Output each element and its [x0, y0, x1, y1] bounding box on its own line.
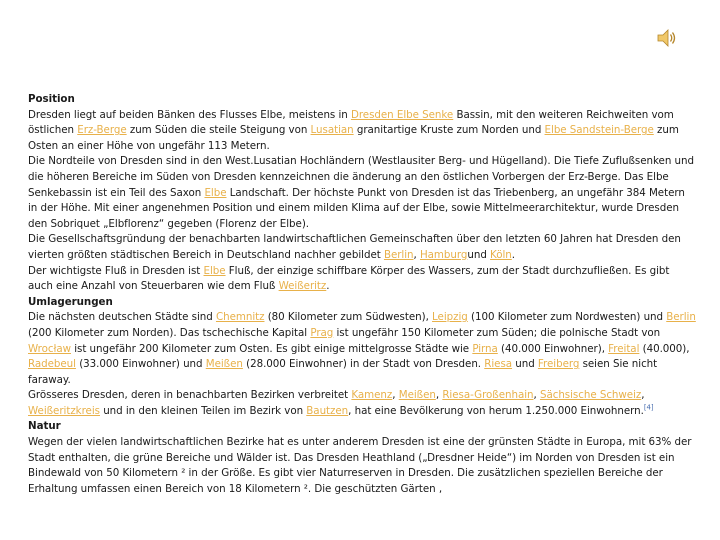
text-run: .	[511, 248, 516, 261]
inline-link[interactable]: Leipzig	[432, 311, 468, 324]
paragraph	[28, 310, 696, 388]
text-run: .	[326, 280, 330, 293]
text-run: granitartige Kruste zum Norden und	[353, 124, 545, 137]
inline-link[interactable]: Freiberg	[537, 358, 580, 371]
inline-link[interactable]: Riesa	[484, 358, 513, 371]
text-run: (40.000 Einwohner),	[497, 342, 609, 355]
text-run: ,	[435, 389, 443, 402]
text-run: Die nächsten deutschen Städte sind	[28, 311, 216, 324]
text-run: und in den kleinen Teilen im Bezirk von	[99, 404, 307, 417]
inline-link[interactable]: Riesa-Großenhain	[442, 389, 534, 402]
text-run: ist ungefähr 150 Kilometer zum Süden; die polnische Stadt von	[333, 326, 661, 339]
inline-link[interactable]: Berlin	[666, 311, 696, 324]
inline-link[interactable]: Dresden Elbe Senke	[350, 108, 454, 121]
text-run: (33.000 Einwohner) und	[75, 358, 206, 371]
inline-link[interactable]: Chemnitz	[215, 311, 265, 324]
inline-link[interactable]: Freital	[608, 342, 640, 355]
text-run: seien Sie nicht faraway.	[28, 358, 658, 386]
text-run: (100 Kilometer zum Nordwesten) und	[467, 311, 667, 324]
text-run: ist ungefähr 200 Kilometer zum Osten. Es gibt einige mittelgrosse Städte wie	[71, 342, 473, 355]
inline-link[interactable]: Weißeritzkreis	[28, 404, 100, 417]
footnote-ref[interactable]: [4]	[643, 403, 654, 412]
text-run: Dresden liegt auf beiden Bänken des Flusses Elbe, meistens in	[28, 108, 351, 121]
text-run: (80 Kilometer zum Südwesten),	[264, 311, 433, 324]
inline-link[interactable]: Prag	[310, 326, 334, 339]
inline-link[interactable]: Elbe	[204, 186, 227, 199]
text-run: zum Osten an einer Höhe von ungefähr 113 Metern.	[28, 124, 679, 152]
inline-link[interactable]: Meißen	[205, 358, 243, 371]
text-run: Grösseres Dresden, deren in benachbarten Bezirken verbreitet	[28, 389, 352, 402]
text-run: ,	[413, 248, 420, 261]
text-run: ,	[392, 389, 399, 402]
paragraph	[28, 435, 696, 497]
section-heading: Position	[28, 93, 75, 105]
text-run: Fluß, der einzige schiffbare Körper des Wassers, zum der Stadt durchzufließen. Es gibt auch eine Anzahl von Steuerbaren wie dem Fluß	[28, 264, 670, 293]
inline-link[interactable]: Radebeul	[28, 358, 76, 371]
text-run: Die Nordteile von Dresden sind in den West.Lusatian Hochländern (Westlausiter Berg- und Hügelland). Die Tiefe Zuflußsenken und die höheren Bereiche im Süden von Dresden kennzeichnen die änderung an den östlichen Vorbergen der Erz-Berge. Das Elbe Senkebassin ist ein Teil des Saxon	[28, 155, 694, 199]
inline-link[interactable]: Weißeritz	[278, 280, 327, 293]
text-run: ,	[641, 389, 645, 402]
section-heading: Natur	[28, 420, 61, 433]
text-run: zum Süden die steile Steigung von	[126, 124, 311, 137]
inline-link[interactable]: Wrocław	[28, 342, 71, 355]
text-run: (200 Kilometer zum Norden). Das tschechische Kapital	[28, 326, 311, 339]
text-run: (40.000),	[639, 342, 690, 355]
section-heading: Umlagerungen	[28, 295, 113, 308]
text-run: ,	[533, 389, 540, 402]
text-run: und	[467, 248, 491, 261]
text-run: (28.000 Einwohner) in der Stadt von Dresden.	[242, 358, 485, 371]
speaker-icon[interactable]	[655, 26, 679, 50]
paragraph	[28, 154, 696, 232]
inline-link[interactable]: Elbe	[203, 264, 226, 277]
text-run: Landschaft. Der höchste Punkt von Dresden ist das Triebenberg, an ungefähr 384 Metern in der Höhe. Mit einer angenehmen Position und einem milden Klima auf der Elbe, sowie Mittelmeerarchitektur, wurde Dresden den Sobriquet „Elbflorenz“ gegeben (Florenz der Elbe).	[28, 186, 685, 230]
inline-link[interactable]: Meißen	[398, 389, 436, 402]
paragraph	[28, 108, 696, 155]
text-run: Die Gesellschaftsgründung der benachbarten landwirtschaftlichen Gemeinschaften über den letzten 60 Jahren hat Dresden den vierten größten städtischen Bereich in Deutschland nachher gebildet	[28, 233, 681, 261]
paragraph	[28, 232, 696, 263]
text-run: Bassin, mit den weiteren Reichweiten vom östlichen	[28, 108, 674, 137]
document-body	[28, 92, 696, 497]
text-run: Der wichtigste Fluß in Dresden ist	[28, 264, 204, 277]
text-run: , hat eine Bevölkerung von herum 1.250.000 Einwohnern.	[348, 404, 644, 417]
paragraph	[28, 388, 696, 419]
text-run: Wegen der vielen landwirtschaftlichen Bezirke hat es unter anderem Dresden ist eine der grünsten Städte in Europa, mit 63% der Stadt enthalten, die grüne Bereiche und Wälder ist. Das Dresden Heathland („Dresdner Heide“) im Norden von Dresden ist ein Bindewald von 50 Kilometern ² in der Größe. Es gibt vier Naturreserven in Dresden. Die zusätzlichen speziellen Bereiche der Erhaltung umfassen einen Bereich von 18 Kilometern ². Die geschützten Gärten ,	[28, 436, 692, 495]
inline-link[interactable]: Kamenz	[351, 389, 393, 402]
paragraph	[28, 264, 696, 295]
inline-link[interactable]: Erz-Berge	[77, 124, 127, 137]
inline-link[interactable]: Elbe Sandstein-Berge	[544, 124, 654, 137]
inline-link[interactable]: Lusatian	[310, 124, 354, 137]
inline-link[interactable]: Sächsische Schweiz	[539, 389, 642, 402]
inline-link[interactable]: Bautzen	[306, 404, 349, 417]
text-run: und	[512, 358, 538, 371]
inline-link[interactable]: Köln	[490, 248, 512, 261]
inline-link[interactable]: Berlin	[383, 248, 414, 261]
inline-link[interactable]: Hamburg	[419, 248, 468, 261]
inline-link[interactable]: Pirna	[472, 342, 498, 355]
